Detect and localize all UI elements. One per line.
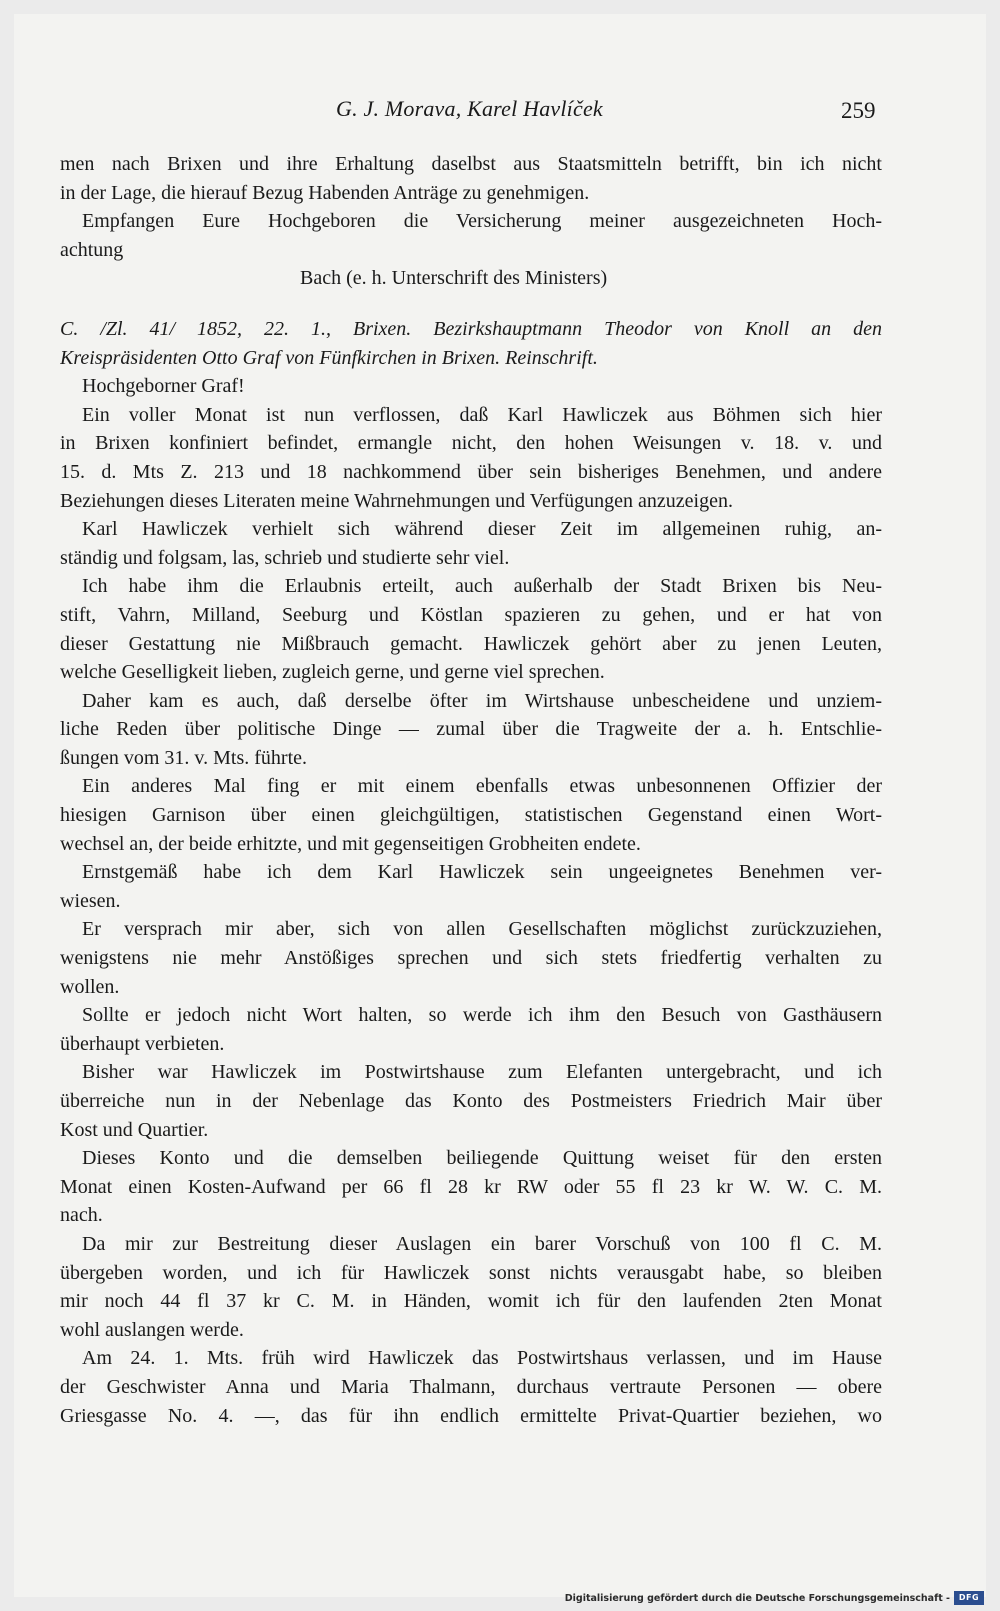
section-gap (60, 293, 882, 315)
text-line: dieser Gestattung nie Mißbrauch gemacht. Hawliczek gehört aber zu jenen Leuten, (60, 632, 882, 655)
text-line: Ein voller Monat ist nun verflossen, daß Karl Hawliczek aus Böhmen sich hier (82, 403, 882, 426)
text-line: mir noch 44 fl 37 kr C. M. in Händen, womit ich für den laufenden 2ten Monat (60, 1290, 882, 1313)
text-line: Da mir zur Bestreitung dieser Auslagen ein barer Vorschuß von 100 fl C. M. (82, 1232, 882, 1255)
text-line: wollen. (60, 975, 120, 998)
text-line: Kost und Quartier. (60, 1118, 209, 1141)
text-line: liche Reden über politische Dinge — zumal über die Tragweite der a. h. Entschlie- (60, 718, 882, 741)
text-line: Am 24. 1. Mts. früh wird Hawliczek das Postwirtshaus verlassen, und im Hause (82, 1347, 882, 1370)
text-line: wiesen. (60, 889, 121, 912)
text-line: übergeben worden, und ich für Hawliczek sonst nichts verausgabt habe, so bleiben (60, 1261, 882, 1284)
text-line: Daher kam es auch, daß derselbe öfter im Wirtshause unbescheidene und unziem- (82, 689, 882, 712)
text-line: Empfangen Eure Hochgeboren die Versicherung meiner ausgezeichneten Hoch- (82, 210, 882, 233)
dfg-logo-icon: DFG (954, 1591, 984, 1605)
page-number: 259 (841, 98, 876, 123)
credit-text: Digitalisierung gefördert durch die Deutsche Forschungsgemeinschaft - (564, 1592, 950, 1604)
running-head (0, 96, 1000, 126)
text-line: wohl auslangen werde. (60, 1318, 244, 1341)
running-title: G. J. Morava, Karel Havlíček (336, 96, 603, 121)
text-line: 15. d. Mts Z. 213 und 18 nachkommend über sein bisheriges Benehmen, und andere (60, 460, 882, 483)
text-line: überreiche nun in der Nebenlage das Konto des Postmeisters Friedrich Mair über (60, 1090, 882, 1112)
signature-line: Bach (e. h. Unterschrift des Ministers) (300, 267, 608, 290)
text-line: men nach Brixen und ihre Erhaltung daselbst aus Staatsmitteln betrifft, bin ich nicht (60, 153, 882, 175)
text-line: wenigstens nie mehr Anstößiges sprechen und sich stets friedfertig verhalten zu (60, 947, 882, 970)
document-heading-line: C. /Zl. 41/ 1852, 22. 1., Brixen. Bezirkshauptmann Theodor von Knoll an den (60, 317, 882, 340)
text-line: Er versprach mir aber, sich von allen Gesellschaften möglichst zurückzuziehen, (82, 918, 882, 941)
text-line: Ein anderes Mal fing er mit einem ebenfalls etwas unbesonnenen Offizier der (82, 775, 882, 798)
text-line: Griesgasse No. 4. —, das für ihn endlich ermittelte Privat-Quartier beziehen, wo (60, 1404, 882, 1427)
text-line: in Brixen konfiniert befindet, ermangle nicht, den hohen Weisungen v. 18. v. und (60, 432, 882, 455)
text-line: ßungen vom 31. v. Mts. führte. (60, 746, 308, 769)
text-line: Monat einen Kosten-Aufwand per 66 fl 28 kr RW oder 55 fl 23 kr W. W. C. M. (60, 1175, 882, 1198)
text-line: hiesigen Garnison über einen gleichgültigen, statistischen Gegenstand einen Wort- (60, 804, 882, 827)
text-line: in der Lage, die hierauf Bezug Habenden Anträge zu genehmigen. (60, 181, 590, 204)
text-line: Sollte er jedoch nicht Wort halten, so werde ich ihm den Besuch von Gasthäusern (82, 1004, 882, 1027)
salutation: Hochgeborner Graf! (82, 375, 245, 398)
document-heading-line: Kreispräsidenten Otto Graf von Fünfkirchen in Brixen. Reinschrift. (60, 346, 598, 369)
digitization-credit (565, 1590, 984, 1606)
text-line: nach. (60, 1204, 103, 1227)
text-line: Dieses Konto und die demselben beiliegende Quittung weiset für den ersten (82, 1147, 882, 1170)
text-line: achtung (60, 238, 124, 261)
text-line: stift, Vahrn, Milland, Seeburg und Köstlan spazieren zu gehen, und er hat von (60, 603, 882, 626)
text-line: wechsel an, der beide erhitzte, und mit gegenseitigen Grobheiten endete. (60, 832, 641, 855)
body-text (60, 150, 882, 1430)
text-line: Bisher war Hawliczek im Postwirtshause zum Elefanten untergebracht, und ich (82, 1061, 882, 1084)
text-line: Karl Hawliczek verhielt sich während dieser Zeit im allgemeinen ruhig, an- (82, 518, 882, 541)
text-line: ständig und folgsam, las, schrieb und studierte sehr viel. (60, 546, 510, 569)
text-line: der Geschwister Anna und Maria Thalmann, durchaus vertraute Personen — obere (60, 1375, 882, 1398)
text-line: Ich habe ihm die Erlaubnis erteilt, auch außerhalb der Stadt Brixen bis Neu- (82, 575, 882, 598)
text-line: welche Geselligkeit lieben, zugleich gerne, und gerne viel sprechen. (60, 661, 605, 684)
text-line: Ernstgemäß habe ich dem Karl Hawliczek sein ungeeignetes Benehmen ver- (82, 861, 882, 884)
text-line: Beziehungen dieses Literaten meine Wahrnehmungen und Verfügungen anzuzeigen. (60, 489, 733, 512)
text-line: überhaupt verbieten. (60, 1032, 225, 1055)
